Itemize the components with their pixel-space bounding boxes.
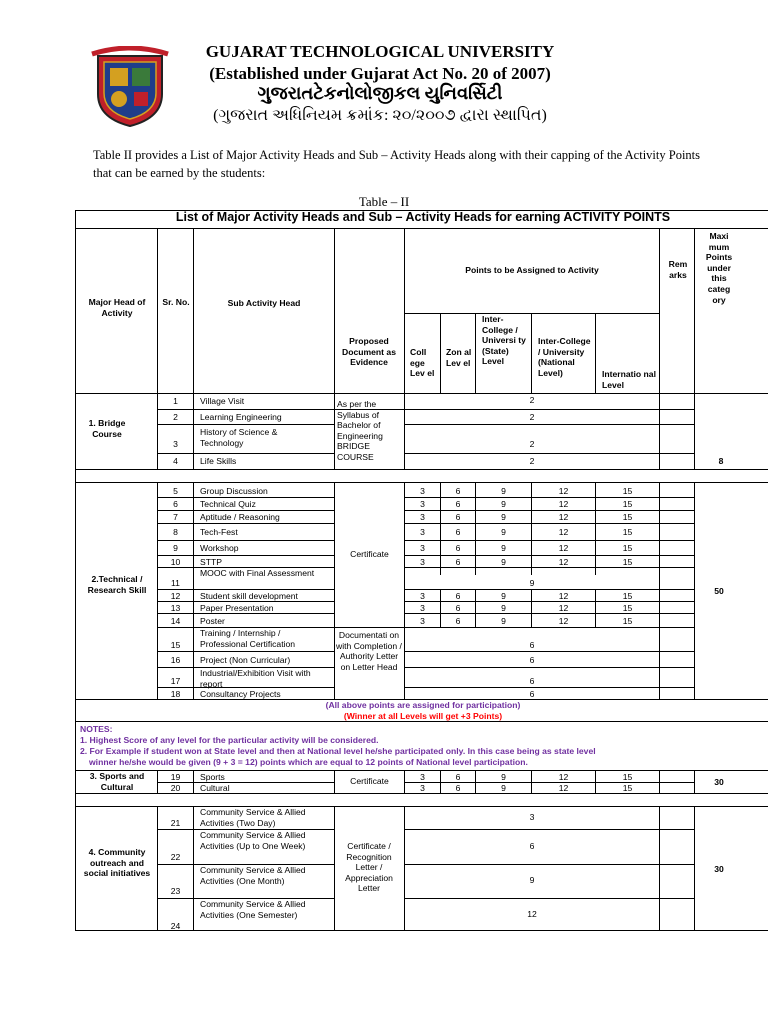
sr-no: 3 [173, 439, 178, 449]
max-points-community: 30 [714, 864, 724, 874]
sr-no: 15 [170, 640, 181, 650]
points-value: 6 [529, 640, 535, 650]
establishment-line: (Established under Gujarat Act No. 20 of 2007) [209, 64, 551, 83]
table-title: List of Major Activity Heads and Sub – Activity Heads for earning ACTIVITY POINTS [175, 210, 671, 224]
points-value: 2 [529, 439, 535, 449]
points-value: 6 [455, 590, 461, 601]
section-head-sports: 3. Sports and Cultural [89, 771, 145, 792]
sr-no: 22 [170, 852, 181, 862]
sub-activity: Student skill development [200, 590, 298, 601]
sr-no: 8 [173, 527, 178, 537]
max-points-bridge: 8 [718, 456, 724, 466]
points-value: 12 [558, 527, 569, 537]
sub-activity: Training / Internship / Professional Certification [200, 628, 296, 649]
sub-activity: Cultural [200, 783, 230, 793]
points-value: 3 [420, 543, 425, 553]
evidence-community: Certificate / Recognition Letter / Appreciation Letter [345, 841, 393, 894]
points-value: 15 [622, 527, 633, 537]
sr-no: 20 [170, 783, 181, 793]
header-proposed-doc: Proposed Document as Evidence [342, 336, 396, 368]
evidence-sports: Certificate [350, 776, 389, 786]
sr-no: 12 [170, 590, 181, 601]
sr-no: 13 [170, 602, 181, 613]
points-value: 2 [529, 412, 535, 422]
sr-no: 19 [170, 772, 181, 782]
points-value: 3 [529, 812, 535, 822]
points-value: 9 [501, 512, 506, 522]
sub-activity: Community Service & Allied Activities (One Month) [200, 865, 306, 886]
points-value: 15 [622, 499, 633, 509]
points-value: 9 [529, 875, 535, 885]
points-value: 9 [501, 499, 506, 509]
section-head-bridge-course: 1. Bridge Course [88, 418, 126, 439]
sub-activity: Community Service & Allied Activities (Up to One Week) [200, 830, 306, 851]
sr-no: 1 [173, 396, 178, 406]
note-participation: (All above points are assigned for participation) [325, 700, 521, 710]
sr-no: 18 [170, 688, 181, 699]
sub-activity: Paper Presentation [200, 602, 274, 613]
sub-activity: Village Visit [200, 396, 245, 406]
sub-activity: Aptitude / Reasoning [200, 512, 280, 522]
points-value: 3 [420, 486, 425, 496]
points-value: 12 [558, 783, 569, 793]
points-value: 12 [558, 615, 569, 626]
points-value: 15 [622, 556, 633, 567]
header-sub-activity: Sub Activity Head [227, 298, 301, 308]
sub-activity: Workshop [200, 543, 239, 553]
points-value: 3 [420, 615, 425, 626]
sr-no: 23 [170, 886, 181, 896]
note-winner: (Winner at all Levels will get +3 Points) [343, 711, 503, 721]
points-value: 6 [455, 772, 461, 782]
points-value: 12 [527, 909, 537, 919]
points-value: 15 [622, 602, 633, 613]
sr-no: 4 [173, 456, 178, 466]
header-zonal-level: Zon al Lev el [446, 347, 472, 368]
sub-activity: Tech-Fest [200, 527, 238, 537]
points-value: 12 [558, 556, 569, 567]
sr-no: 14 [170, 615, 181, 626]
sr-no: 6 [173, 499, 178, 509]
notes-title: NOTES: [80, 724, 113, 734]
points-value: 3 [420, 527, 425, 537]
points-value: 12 [558, 772, 569, 782]
sub-activity: STTP [200, 556, 222, 567]
points-value: 6 [455, 543, 461, 553]
intro-paragraph: Table II provides a List of Major Activity Heads and Sub – Activity Heads along with their capping of the Activity Points that can be earned by the students: [93, 148, 701, 180]
note-2b: winner he/she would be given (9 + 3 = 12) points which are equal to 12 points of National level participation. [89, 757, 528, 767]
header-max-points: Maxi mum Points under this categ ory [705, 231, 733, 305]
points-value: 6 [455, 602, 461, 613]
points-value: 12 [558, 602, 569, 613]
points-value: 12 [558, 512, 569, 522]
sr-no: 7 [173, 512, 178, 522]
points-value: 3 [420, 783, 425, 793]
note-2a: 2. For Example if student won at State level and then at National level he/she participated only. In this case being as state level [80, 746, 596, 756]
header-inter-state: Inter-College / Universi ty (State) Level [482, 314, 526, 367]
header-college-level: Coll ege Lev el [410, 347, 435, 379]
points-value: 6 [455, 556, 461, 567]
points-value: 9 [501, 590, 506, 601]
points-value: 9 [501, 783, 506, 793]
sub-activity: Group Discussion [200, 486, 268, 496]
points-value: 15 [622, 512, 633, 522]
points-value: 6 [455, 499, 461, 509]
points-value: 15 [622, 543, 633, 553]
points-value: 15 [622, 486, 633, 496]
sr-no: 16 [170, 654, 181, 665]
points-value: 2 [529, 456, 535, 466]
note-1: 1. Highest Score of any level for the particular activity will be considered. [80, 735, 379, 745]
gujarati-university-name: ગુજરાતટેકનોલોજીકલ યુનિવર્સિટી [257, 83, 503, 103]
sr-no: 5 [173, 486, 178, 496]
points-value: 12 [558, 543, 569, 553]
points-value: 15 [622, 590, 633, 601]
points-value: 6 [529, 654, 535, 665]
header-sr-no: Sr. No. [162, 297, 190, 307]
points-value: 3 [420, 512, 425, 522]
points-value: 9 [501, 772, 506, 782]
points-value: 9 [501, 602, 506, 613]
sub-activity: Learning Engineering [200, 412, 282, 422]
points-value: 12 [558, 499, 569, 509]
points-value: 6 [529, 676, 535, 686]
points-value: 9 [501, 543, 506, 553]
points-value: 6 [529, 688, 535, 699]
points-value: 12 [558, 590, 569, 601]
sub-activity: Community Service & Allied Activities (Two Day) [200, 807, 306, 828]
max-points-technical: 50 [714, 586, 724, 596]
points-value: 12 [558, 486, 569, 496]
header-major-head: Major Head of Activity [88, 297, 146, 318]
sr-no: 11 [171, 578, 180, 588]
sr-no: 24 [170, 921, 181, 931]
header-points-group: Points to be Assigned to Activity [465, 265, 599, 275]
points-value: 6 [455, 615, 461, 626]
points-value: 6 [455, 783, 461, 793]
evidence-documentation: Documentati on with Completion / Authority Letter on Letter Head [336, 630, 402, 672]
points-value: 9 [501, 527, 506, 537]
evidence-bridge-course: As per the Syllabus of Bachelor of Engineering BRIDGE COURSE [337, 399, 383, 462]
points-value: 3 [420, 556, 425, 567]
university-name: GUJARAT TECHNOLOGICAL UNIVERSITY [205, 42, 555, 61]
sr-no: 10 [170, 556, 181, 567]
header-remarks: Rem arks [668, 259, 688, 280]
sub-activity: Poster [200, 615, 225, 626]
sub-activity: Project (Non Curricular) [200, 654, 291, 665]
points-value: 15 [622, 783, 633, 793]
sr-no: 21 [170, 818, 181, 828]
points-value: 3 [420, 602, 425, 613]
sub-activity: MOOC with Final Assessment [200, 568, 315, 578]
points-value: 3 [420, 590, 425, 601]
sub-activity: Community Service & Allied Activities (One Semester) [200, 899, 306, 920]
points-value: 9 [501, 615, 506, 626]
points-value: 15 [622, 772, 633, 782]
max-points-sports: 30 [714, 777, 724, 787]
points-value: 9 [501, 486, 506, 496]
sub-activity: History of Science & Technology [200, 427, 278, 448]
points-value: 6 [455, 527, 461, 537]
sr-no: 17 [170, 676, 181, 686]
sub-activity: Technical Quiz [200, 499, 256, 509]
points-value: 6 [455, 486, 461, 496]
sr-no: 9 [173, 543, 178, 553]
points-value: 9 [501, 556, 506, 567]
points-value: 3 [420, 772, 425, 782]
section-head-technical: 2.Technical / Research Skill [87, 574, 147, 595]
gujarati-establishment-line: (ગુજરાત અધિનિયમ ક્રમાંક: ૨૦/૨૦૦૭ દ્વારા સ્થાપિત) [213, 107, 547, 124]
table-caption: Table – II [358, 194, 410, 209]
points-value: 3 [420, 499, 425, 509]
evidence-certificate: Certificate [350, 549, 389, 559]
section-head-community: 4. Community outreach and social initiatives [83, 847, 151, 879]
points-value: 2 [529, 395, 535, 405]
header-inter-national: Inter-College / University (National Level) [538, 336, 591, 378]
sub-activity: Life Skills [200, 456, 237, 466]
points-value: 15 [622, 615, 633, 626]
points-value: 9 [529, 578, 535, 588]
points-value: 6 [455, 512, 461, 522]
sub-activity: Industrial/Exhibition Visit with report [200, 668, 311, 689]
sub-activity: Sports [200, 772, 225, 782]
sub-activity: Consultancy Projects [200, 688, 281, 699]
header-international: Internatio nal Level [602, 369, 656, 390]
sr-no: 2 [173, 412, 178, 422]
points-value: 6 [529, 841, 535, 851]
